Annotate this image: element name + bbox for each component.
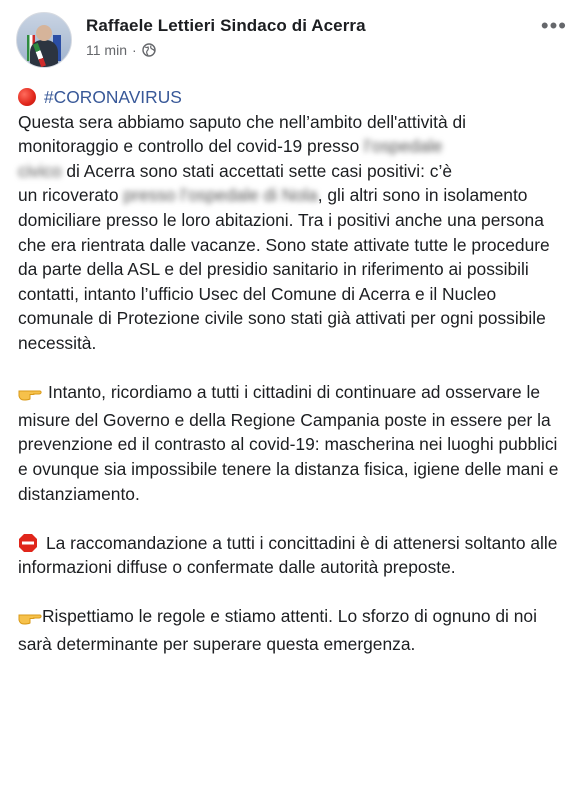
pointing-hand-icon — [18, 383, 42, 408]
stop-sign-icon — [18, 533, 38, 553]
p1-line1: Questa sera abbiamo saputo che nell’ambito dell'attività di — [18, 111, 467, 132]
redacted-text: civico — [18, 160, 62, 181]
more-options-button[interactable]: ••• — [540, 13, 567, 38]
hashtag-line — [18, 85, 566, 110]
pointing-hand-icon — [18, 607, 42, 632]
p1-line4c: , gli altri — [317, 185, 378, 206]
redacted-text: l’ospedale — [359, 136, 443, 157]
paragraph-2-text: Intanto, ricordiamo a tutti i cittadini di continuare ad osservare le misure del Governo e della Regione Campania poste in essere per la prevenzione ed il contrasto al covid-19: mascherina nei luoghi pubblici e ovunque sia impossibile tenere la distanza fisica, igiene delle mani e distanziamento. — [18, 382, 559, 504]
paragraph-4 — [18, 604, 566, 656]
p1-rest: sono in isolamento domiciliare presso le loro abitazioni. Tra i positivi anche una persona che era rientrata dalle vacanze. Sono state attivate tutte le procedure da parte della ASL e del presidio sanitario in riferimento ai possibili contatti, intanto l’ufficio Usec del Comune di Acerra e il Nucleo comunale di Protezione civile sono stati già attivati per ogni possibile necessità. — [18, 185, 550, 353]
post-meta — [86, 42, 156, 58]
author-name[interactable]: Raffaele Lettieri Sindaco di Acerra — [86, 16, 366, 35]
paragraph-1 — [18, 110, 566, 356]
p1-line2a: monitoraggio e controllo del covid-19 presso — [18, 136, 360, 157]
meta-separator: · — [131, 42, 137, 58]
post-time[interactable]: 11 min — [86, 42, 127, 58]
p1-line4a: un ricoverato — [18, 185, 124, 206]
redacted-text: presso l’ospedale di Nola — [123, 185, 318, 206]
globe-icon[interactable] — [142, 43, 156, 57]
paragraph-4-text: Rispettiamo le regole e stiamo attenti. Lo sforzo di ognuno di noi sarà determinante per superare questa emergenza. — [18, 606, 537, 655]
post-body — [18, 85, 566, 657]
red-circle-icon — [18, 88, 36, 106]
hashtag-link[interactable]: #CORONAVIRUS — [44, 87, 182, 107]
paragraph-3-text: La raccomandazione a tutti i concittadini è di attenersi soltanto alle informazioni diffuse o confermate dalle autorità preposte. — [18, 532, 558, 578]
paragraph-3 — [18, 531, 566, 580]
p1-line3b: di Acerra sono stati accettati sette casi positivi: c’è — [61, 160, 452, 181]
post-header — [16, 12, 567, 68]
avatar-face — [36, 25, 52, 41]
author-avatar[interactable] — [16, 12, 72, 68]
paragraph-2 — [18, 380, 566, 506]
